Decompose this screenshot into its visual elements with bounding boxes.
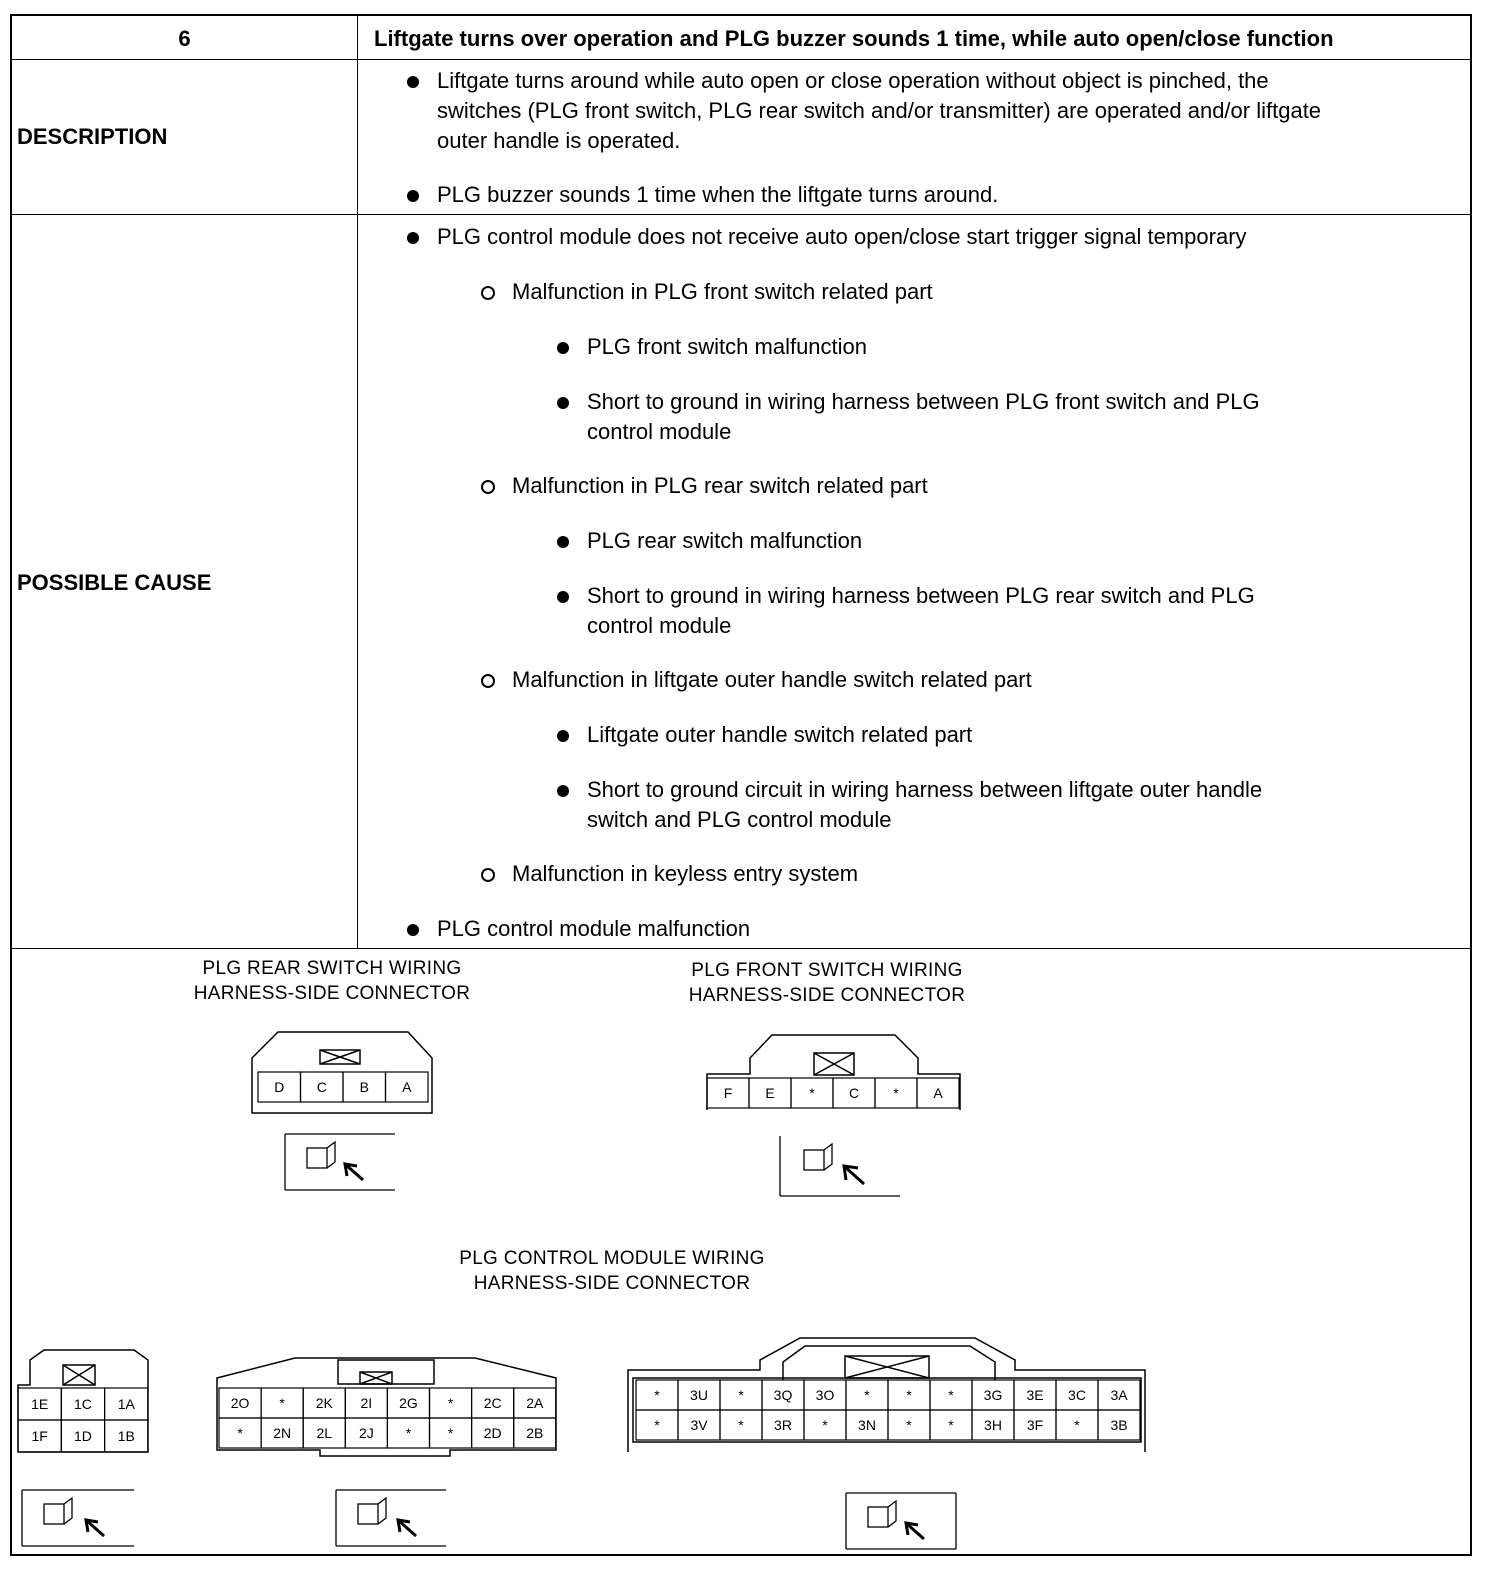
svg-text:2J: 2J [358, 1425, 374, 1441]
connector-pins [18, 1072, 1140, 1452]
rear-switch-pin [343, 1072, 386, 1102]
svg-text:*: * [906, 1387, 912, 1403]
connector-2-pin [514, 1418, 556, 1448]
front-switch-pin [707, 1078, 749, 1108]
front-switch-pin [833, 1078, 875, 1108]
cause-item: Malfunction in PLG front switch related part [512, 279, 933, 304]
connector-3-pin [1098, 1410, 1140, 1440]
cause-item: PLG control module malfunction [437, 916, 751, 941]
step-number: 6 [178, 26, 191, 51]
connector-2-pin [387, 1388, 429, 1418]
svg-text:2C: 2C [483, 1395, 502, 1411]
connector-1-pin [105, 1420, 148, 1452]
connector-3-pin [888, 1410, 930, 1440]
svg-text:*: * [948, 1387, 954, 1403]
connector-3-pin [720, 1380, 762, 1410]
cause-item: switch and PLG control module [587, 807, 892, 832]
svg-text:2G: 2G [399, 1395, 418, 1411]
svg-text:*: * [279, 1395, 285, 1411]
cause-item: PLG front switch malfunction [587, 334, 868, 359]
cause-item: PLG rear switch malfunction [587, 528, 863, 553]
front-switch-pin [749, 1078, 791, 1108]
rear-switch-pin [386, 1072, 429, 1102]
svg-text:*: * [447, 1395, 454, 1411]
svg-text:2L: 2L [316, 1425, 333, 1441]
connector-3-pin [720, 1410, 762, 1440]
connector-2-pin [387, 1418, 429, 1448]
svg-text:1F: 1F [31, 1428, 48, 1444]
front-switch-pin [875, 1078, 917, 1108]
description-item-1-line-2: switches (PLG front switch, PLG rear switch and/or transmitter) are operated and/or liftgate [437, 98, 1322, 123]
svg-text:A: A [933, 1085, 943, 1101]
connector-2-pin [345, 1418, 387, 1448]
svg-text:C: C [848, 1085, 860, 1101]
connector-3-pin [846, 1410, 888, 1440]
connector-1-pin [61, 1420, 104, 1452]
svg-text:E: E [765, 1085, 775, 1101]
svg-text:*: * [654, 1417, 660, 1433]
cause-item: PLG control module does not receive auto open/close start trigger signal temporary [437, 224, 1247, 249]
svg-text:*: * [654, 1387, 660, 1403]
connector-2-pin [261, 1418, 303, 1448]
description-label: DESCRIPTION [17, 124, 168, 149]
connector-3-pin [930, 1410, 972, 1440]
svg-text:2I: 2I [360, 1395, 373, 1411]
svg-text:*: * [906, 1417, 912, 1433]
connector-2-pin [430, 1418, 472, 1448]
svg-text:3A: 3A [1110, 1387, 1128, 1403]
cause-item: Short to ground in wiring harness between PLG front switch and PLG [587, 389, 1260, 414]
description-item-1-line-3: outer handle is operated. [437, 128, 681, 153]
svg-text:2A: 2A [526, 1395, 544, 1411]
svg-text:*: * [822, 1417, 828, 1433]
svg-text:3U: 3U [690, 1387, 708, 1403]
svg-text:2O: 2O [230, 1395, 250, 1411]
svg-text:3N: 3N [858, 1417, 876, 1433]
front-switch-pin [791, 1078, 833, 1108]
svg-text:3G: 3G [983, 1387, 1003, 1403]
front-switch-title-line-1: PLG FRONT SWITCH WIRING [691, 960, 963, 981]
cause-item: Malfunction in PLG rear switch related part [512, 473, 928, 498]
svg-text:*: * [809, 1085, 815, 1101]
connector-3-pin [762, 1410, 804, 1440]
svg-text:3R: 3R [774, 1417, 792, 1433]
svg-text:1A: 1A [117, 1396, 135, 1412]
connector-3-pin [888, 1380, 930, 1410]
cause-item: Short to ground in wiring harness between PLG rear switch and PLG [587, 583, 1255, 608]
connector-3-pin [636, 1410, 678, 1440]
cause-item: Malfunction in keyless entry system [512, 861, 859, 886]
svg-text:1C: 1C [73, 1396, 92, 1412]
svg-text:*: * [405, 1425, 412, 1441]
svg-text:*: * [738, 1387, 744, 1403]
connector-2-pin [472, 1418, 514, 1448]
cause-item: Liftgate outer handle switch related part [587, 722, 973, 747]
svg-text:C: C [316, 1079, 327, 1095]
connector-1-pin [18, 1420, 61, 1452]
cause-item: control module [587, 419, 732, 444]
svg-text:1B: 1B [117, 1428, 135, 1444]
connector-2-pin [472, 1388, 514, 1418]
svg-text:3C: 3C [1068, 1387, 1086, 1403]
connector-2-pin [430, 1388, 472, 1418]
terminal-view-icon [780, 1136, 900, 1196]
connector-1-pin [61, 1388, 104, 1420]
connector-1-pin [18, 1388, 61, 1420]
svg-text:1E: 1E [31, 1396, 49, 1412]
connector-2-pin [303, 1418, 345, 1448]
connector-2-pin [261, 1388, 303, 1418]
rear-switch-pin [301, 1072, 344, 1102]
svg-text:*: * [1074, 1417, 1080, 1433]
connector-3-pin [1056, 1380, 1098, 1410]
terminal-view-icon [336, 1490, 446, 1546]
connector-3-pin [804, 1380, 846, 1410]
control-module-title-line-2: HARNESS-SIDE CONNECTOR [473, 1273, 751, 1294]
terminal-view-icon [846, 1493, 956, 1549]
description-item-1-line-1: Liftgate turns around while auto open or close operation without object is pinched, the [437, 68, 1269, 93]
connector-3-pin [678, 1380, 720, 1410]
svg-text:F: F [723, 1085, 733, 1101]
svg-text:3H: 3H [984, 1417, 1002, 1433]
svg-text:*: * [864, 1387, 870, 1403]
connector-3-pin [1014, 1380, 1056, 1410]
rear-switch-pin [258, 1072, 301, 1102]
svg-text:*: * [237, 1425, 243, 1441]
svg-text:B: B [359, 1079, 369, 1095]
front-switch-pin [917, 1078, 959, 1108]
connector-3-pin [762, 1380, 804, 1410]
connector-1-pin [105, 1388, 148, 1420]
svg-text:A: A [402, 1079, 412, 1095]
connector-3-pin [846, 1380, 888, 1410]
cause-item: control module [587, 613, 732, 638]
svg-text:3F: 3F [1026, 1417, 1044, 1433]
connector-3-pin [1056, 1410, 1098, 1440]
possible-cause-label: POSSIBLE CAUSE [17, 570, 212, 595]
connector-3-pin [972, 1380, 1014, 1410]
connector-2-pin [345, 1388, 387, 1418]
svg-text:3V: 3V [690, 1417, 708, 1433]
svg-text:3O: 3O [815, 1387, 835, 1403]
connector-3-pin [930, 1380, 972, 1410]
svg-text:2D: 2D [483, 1425, 502, 1441]
rear-switch-title-line-1: PLG REAR SWITCH WIRING [202, 958, 462, 979]
connector-3-pin [1014, 1410, 1056, 1440]
svg-text:*: * [447, 1425, 454, 1441]
cause-item: Malfunction in liftgate outer handle switch related part [512, 667, 1032, 692]
svg-text:1D: 1D [73, 1428, 92, 1444]
connector-2-pin [514, 1388, 556, 1418]
front-switch-title-line-2: HARNESS-SIDE CONNECTOR [688, 985, 966, 1006]
connector-3-pin [678, 1410, 720, 1440]
svg-text:3B: 3B [1110, 1417, 1128, 1433]
svg-text:*: * [948, 1417, 954, 1433]
connector-3-pin [636, 1380, 678, 1410]
connector-2-pin [219, 1418, 261, 1448]
cause-item: Short to ground circuit in wiring harness between liftgate outer handle [587, 777, 1263, 802]
terminal-view-icon [285, 1134, 395, 1190]
control-module-title-line-1: PLG CONTROL MODULE WIRING [459, 1248, 765, 1269]
svg-text:*: * [893, 1085, 899, 1101]
connector-3-pin [972, 1410, 1014, 1440]
svg-text:3Q: 3Q [773, 1387, 793, 1403]
svg-text:D: D [274, 1079, 285, 1095]
svg-text:2N: 2N [273, 1425, 292, 1441]
svg-text:2K: 2K [315, 1395, 333, 1411]
svg-text:*: * [738, 1417, 744, 1433]
connector-2-pin [303, 1388, 345, 1418]
description-item-2: PLG buzzer sounds 1 time when the liftgate turns around. [437, 182, 999, 207]
connector-2-pin [219, 1388, 261, 1418]
connector-3-pin [804, 1410, 846, 1440]
svg-text:2B: 2B [526, 1425, 544, 1441]
rear-switch-title-line-2: HARNESS-SIDE CONNECTOR [193, 983, 471, 1004]
terminal-view-icon [22, 1490, 134, 1546]
connector-3-pin [1098, 1380, 1140, 1410]
step-title: Liftgate turns over operation and PLG buzzer sounds 1 time, while auto open/close function [374, 26, 1334, 51]
svg-text:3E: 3E [1026, 1387, 1044, 1403]
